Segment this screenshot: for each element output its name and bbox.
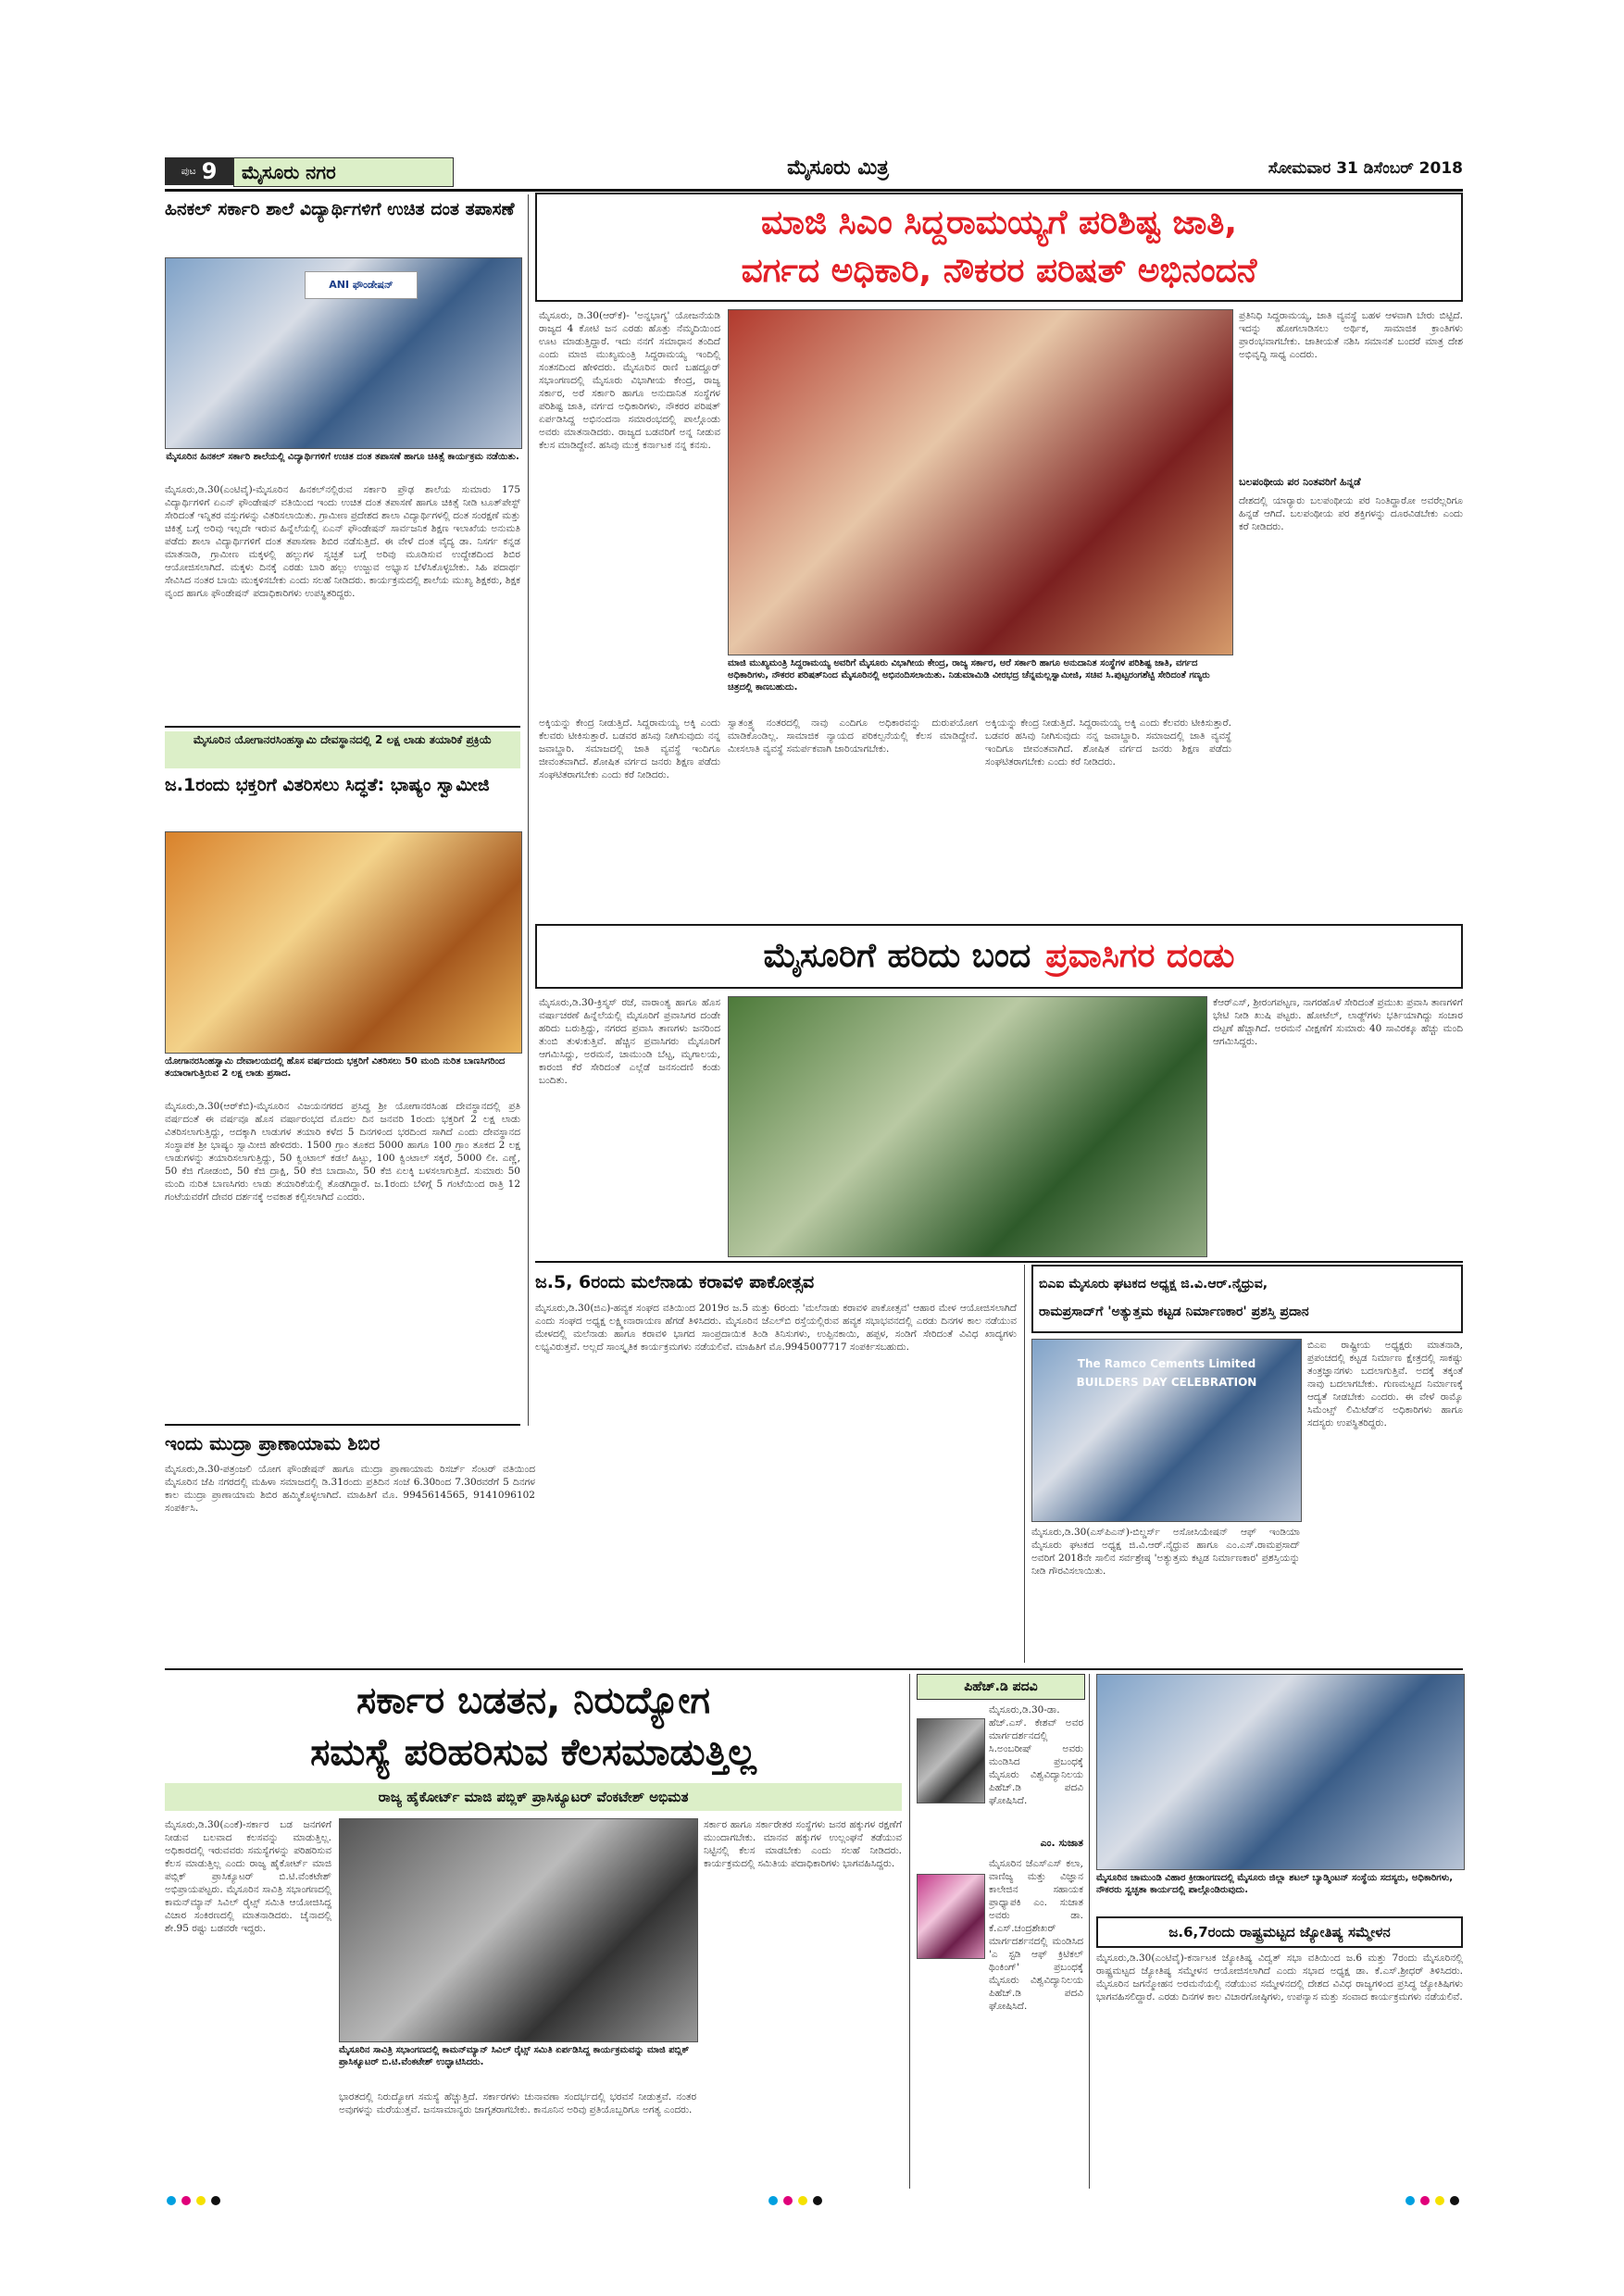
bai-headline-line1: ಬಿಎಐ ಮೈಸೂರು ಘಟಕದ ಅಧ್ಯಕ್ಷ ಜಿ.ವಿ.ಆರ್.ನೈಧ್ರುವ, (1039, 1277, 1268, 1292)
phd-headline-bar (917, 1674, 1085, 1700)
astrology-body: ಮೈಸೂರು,ಡಿ.30(ಎಂಟಿವೈ)-ಕರ್ನಾಟಕ ಜ್ಯೋತಿಷ್ಯ ವಿದ್ವತ್ ಸಭಾ ವತಿಯಿಂದ ಜ.6 ಮತ್ತು 7ರಂದು ಮೈಸೂರಿನಲ್ಲಿ ರಾಷ್ಟ್ರಮಟ್ಟದ ಜ್ಯೋತಿಷ್ಯ ಸಮ್ಮೇಳನ ಆಯೋಜಿಸಲಾಗಿದೆ ಎಂದು ಸಭಾದ ಅಧ್ಯಕ್ಷ ಡಾ. ಕೆ.ಎಸ್.ಶ್ರೀಧರ್ ತಿಳಿಸಿದರು. ಮೈಸೂರಿನ ಜಗನ್ಮೋಹನ ಅರಮನೆಯಲ್ಲಿ ನಡೆಯುವ ಸಮ್ಮೇಳನದಲ್ಲಿ ದೇಶದ ವಿವಿಧ ರಾಜ್ಯಗಳಿಂದ ಪ್ರಸಿದ್ಧ ಜ್ಯೋತಿಷಿಗಳು ಭಾಗವಹಿಸಲಿದ್ದಾರೆ. ಎರಡು ದಿನಗಳ ಕಾಲ ವಿಚಾರಗೋಷ್ಠಿಗಳು, ಉಪನ್ಯಾಸ ಮತ್ತು ಸಂವಾದ ಕಾರ್ಯಕ್ರಮಗಳು ನಡೆಯಲಿವೆ. (1096, 1953, 1463, 2003)
siddaramaiah-col3b: ಅಕ್ಕಿಯನ್ನು ಕೇಂದ್ರ ನೀಡುತ್ತಿದೆ. ಸಿದ್ದರಾಮಯ್ಯ ಅಕ್ಕಿ ಎಂದು ಕೆಲವರು ಟೀಕಿಸುತ್ತಾರೆ. ಬಡವರ ಹಸಿವು ನೀಗಿಸುವುದು ನನ್ನ ಜವಾಬ್ದಾರಿ. ಸಮಾಜದಲ್ಲಿ ಜಾತಿ ವ್ಯವಸ್ಥೆ ಇಂದಿಗೂ ಜೀವಂತವಾಗಿದೆ. ಶೋಷಿತ ವರ್ಗದ ಜನರು ಶಿಕ್ಷಣ ಪಡೆದು ಸಂಘಟಿತರಾಗಬೇಕು ಎಂದು ಕರೆ ನೀಡಿದರು. (985, 718, 1231, 767)
siddaramaiah-col4: ಪ್ರತಿನಿಧಿ ಸಿದ್ದರಾಮಯ್ಯ, ಜಾತಿ ವ್ಯವಸ್ಥೆ ಬಹಳ ಆಳವಾಗಿ ಬೇರು ಬಿಟ್ಟಿದೆ. ಇದನ್ನು ಹೋಗಲಾಡಿಸಲು ಅರ್ಥಿಕ, ಸಾಮಾಜಿಕ ಕ್ರಾಂತಿಗಳು ಪ್ರಾರಂಭವಾಗಬೇಕು. ಜಾತೀಯತೆ ನಶಿಸಿ ಸಮಾನತೆ ಬಂದರೆ ಮಾತ್ರ ದೇಶ ಅಭಿವೃದ್ಧಿ ಸಾಧ್ಯ ಎಂದರು. (1239, 310, 1463, 360)
col-divider-mid (1024, 1265, 1025, 1663)
tourists-headline-part2: ಪ್ರವಾಸಿಗರ ದಂಡು (1045, 937, 1235, 975)
header-rule (165, 189, 1463, 192)
registration-dot-magenta-l (181, 2196, 191, 2205)
col-divider-bottom2 (1089, 1674, 1090, 2189)
siddaramaiah-col1: ಮೈಸೂರು, ಡಿ.30(ಆರ್‌ಕೆ)- 'ಅನ್ನಭಾಗ್ಯ' ಯೋಜನೆಯಡಿ ರಾಜ್ಯದ 4 ಕೋಟಿ ಜನ ಎರಡು ಹೊತ್ತು ನೆಮ್ಮದಿಯಿಂದ ಊಟ ಮಾಡುತ್ತಿದ್ದಾರೆ. ಇದು ನನಗೆ ಸಮಾಧಾನ ತಂದಿದೆ ಎಂದು ಮಾಜಿ ಮುಖ್ಯಮಂತ್ರಿ ಸಿದ್ದರಾಮಯ್ಯ ಇಂದಿಲ್ಲಿ ಸಂತಸದಿಂದ ಹೇಳಿದರು. ಮೈಸೂರಿನ ರಾಣಿ ಬಹದ್ದೂರ್ ಸಭಾಂಗಣದಲ್ಲಿ ಮೈಸೂರು ವಿಭಾಗೀಯ ಕೇಂದ್ರ, ರಾಜ್ಯ ಸರ್ಕಾರ, ಅರೆ ಸರ್ಕಾರಿ ಹಾಗೂ ಅನುದಾನಿತ ಸಂಸ್ಥೆಗಳ ಪರಿಶಿಷ್ಟ ಜಾತಿ, ವರ್ಗದ ಅಧಿಕಾರಿಗಳು, ನೌಕರರ ಪರಿಷತ್ ಏರ್ಪಡಿಸಿದ್ದ ಅಭಿನಂದನಾ ಸಮಾರಂಭದಲ್ಲಿ ಪಾಲ್ಗೊಂಡು ಅವರು ಮಾತನಾಡಿದರು. ರಾಜ್ಯದ ಬಡವರಿಗೆ ಅನ್ನ ನೀಡುವ ಕೆಲಸ ಮಾಡಿದ್ದೇನೆ. ಹಸಿವು ಮುಕ್ತ ಕರ್ನಾಟಕ ನನ್ನ ಕನಸು. (539, 310, 720, 451)
bai-photo-banner: The Ramco Cements Limited BUILDERS DAY CELEBRATION (1076, 1357, 1257, 1389)
siddaramaiah-headline-frame (535, 193, 1463, 302)
laddu-kicker (165, 731, 520, 768)
registration-dot-yellow-m (798, 2196, 807, 2205)
rule-middle (165, 1668, 1463, 1670)
rule-laddu (165, 1424, 520, 1426)
tourists-photo (728, 996, 1207, 1257)
phd-name-2: ಎಂ. ಸುಜಾತ (1040, 1837, 1083, 1849)
page-number: 9 (201, 158, 218, 184)
pranayama-body: ಮೈಸೂರು,ಡಿ.30-ಪತ್ರಂಜಲಿ ಯೋಗ ಫೌಂಡೇಷನ್ ಹಾಗೂ ಮುದ್ರಾ ಪ್ರಾಣಾಯಾಮ ರಿಸರ್ಚ್ ಸೆಂಟರ್ ವತಿಯಿಂದ ಮೈಸೂರಿನ ಜೆಪಿ ನಗರದಲ್ಲಿ ಮಹಿಳಾ ಸಮಾಜದಲ್ಲಿ ಡಿ.31ರಂದು ಪ್ರತಿದಿನ ಸಂಜೆ 6.30ರಿಂದ 7.30ರವರೆಗೆ 5 ದಿನಗಳ ಕಾಲ ಮುದ್ರಾ ಪ್ರಾಣಾಯಾಮ ಶಿಬಿರ ಹಮ್ಮಿಕೊಳ್ಳಲಾಗಿದೆ. ಮಾಹಿತಿಗೆ ಮೊ. 9945614565, 9141096102 ಸಂಪರ್ಕಿಸಿ. (165, 1464, 535, 1514)
col-divider-left (528, 194, 529, 1426)
astrology-headline-frame (1096, 1916, 1463, 1948)
dental-photo-banner: ANI ಫೌಂಡೇಷನ್ (305, 271, 418, 299)
phd-portrait-1 (917, 1718, 985, 1803)
siddaramaiah-col4b: ದೇಶದಲ್ಲಿ ಯಾರ್‍ಯಾರು ಬಲಪಂಥೀಯ ಪರ ನಿಂತಿದ್ದಾರೋ ಅವರೆಲ್ಲರಿಗೂ ಹಿನ್ನಡೆ ಆಗಿದೆ. ಬಲಪಂಥೀಯ ಪರ ಶಕ್ತಿಗಳನ್ನು ದೂರವಿಡಬೇಕು ಎಂದು ಕರೆ ನೀಡಿದರು. (1239, 495, 1463, 532)
govt-photo (339, 1818, 698, 2042)
registration-dot-magenta-r (1420, 2196, 1430, 2205)
govt-col3: ಸರ್ಕಾರ ಹಾಗೂ ಸರ್ಕಾರೇತರ ಸಂಸ್ಥೆಗಳು ಜನರ ಹಕ್ಕುಗಳ ರಕ್ಷಣೆಗೆ ಮುಂದಾಗಬೇಕು. ಮಾನವ ಹಕ್ಕುಗಳ ಉಲ್ಲಂಘನೆ ತಡೆಯುವ ನಿಟ್ಟಿನಲ್ಲಿ ಕೆಲಸ ಮಾಡಬೇಕು ಎಂದು ಸಲಹೆ ನೀಡಿದರು. ಕಾರ್ಯಕ್ರಮದಲ್ಲಿ ಸಮಿತಿಯ ಪದಾಧಿಕಾರಿಗಳು ಭಾಗವಹಿಸಿದ್ದರು. (704, 1819, 902, 1869)
laddu-headline: ಜ.1ರಂದು ಭಕ್ತರಿಗೆ ವಿತರಿಸಲು ಸಿದ್ಧತೆ: ಭಾಷ್ಯಂ ಸ್ವಾಮೀಜಿ (165, 775, 490, 795)
rule-dental (165, 726, 520, 728)
dental-headline: ಹಿನಕಲ್ ಸರ್ಕಾರಿ ಶಾಲೆ ವಿದ್ಯಾರ್ಥಿಗಳಿಗೆ ಉಚಿತ ದಂತ ತಪಾಸಣೆ (165, 199, 515, 219)
laddu-caption: ಯೋಗಾನರಸಿಂಹಸ್ವಾಮಿ ದೇವಾಲಯದಲ್ಲಿ ಹೊಸ ವರ್ಷದಂದು ಭಕ್ತರಿಗೆ ವಿತರಿಸಲು 50 ಮಂದಿ ನುರಿತ ಬಾಣಸಿಗರಿಂದ ತಯಾರಾಗುತ್ತಿರುವ 2 ಲಕ್ಷ ಲಾಡು ಪ್ರಸಾದ. (165, 1056, 506, 1079)
govt-subhead: ರಾಜ್ಯ ಹೈಕೋರ್ಟ್ ಮಾಜಿ ಪಬ್ಲಿಕ್ ಪ್ರಾಸಿಕ್ಯೂಟರ್ ವೆಂಕಟೇಶ್ ಅಭಿಮತ (378, 1789, 689, 1805)
registration-dot-magenta-m (783, 2196, 793, 2205)
registration-dot-black-m (813, 2196, 822, 2205)
tourists-headline-part1: ಮೈಸೂರಿಗೆ ಹರಿದು ಬಂದ (763, 937, 1031, 975)
phd-body-2: ಮೈಸೂರಿನ ಜೆಎಸ್‌ಎಸ್ ಕಲಾ, ವಾಣಿಜ್ಯ ಮತ್ತು ವಿಜ್ಞಾನ ಕಾಲೇಜಿನ ಸಹಾಯಕ ಪ್ರಾಧ್ಯಾಪಕಿ ಎಂ. ಸುಜಾತ ಅವರು ಡಾ. ಕೆ.ಎಸ್.ಚಂದ್ರಶೇಖರ್ ಮಾರ್ಗದರ್ಶನದಲ್ಲಿ ಮಂಡಿಸಿದ 'ಎ ಸ್ಟಡಿ ಆಫ್ ಕ್ರಿಟಿಕಲ್ ಥಿಂಕಿಂಗ್' ಪ್ರಬಂಧಕ್ಕೆ ಮೈಸೂರು ವಿಶ್ವವಿದ್ಯಾನಿಲಯ ಪಿಹೆಚ್.ಡಿ ಪದವಿ ಘೋಷಿಸಿದೆ. (989, 1858, 1083, 2012)
govt-caption: ಮೈಸೂರಿನ ಸಾವಿತ್ರಿ ಸಭಾಂಗಣದಲ್ಲಿ ಕಾಮನ್‌ಮ್ಯಾನ್ ಸಿವಿಲ್ ರೈಟ್ಸ್ ಸಮಿತಿ ಏರ್ಪಡಿಸಿದ್ದ ಕಾರ್ಯಕ್ರಮವನ್ನು ಮಾಜಿ ಪಬ್ಲಿಕ್ ಪ್ರಾಸಿಕ್ಯೂಟರ್ ಬಿ.ಟಿ.ವೆಂಕಟೇಶ್ ಉದ್ಘಾಟಿಸಿದರು. (339, 2045, 690, 2067)
registration-dot-cyan-m (768, 2196, 778, 2205)
pranayama-headline: ಇಂದು ಮುದ್ರಾ ಪ್ರಾಣಾಯಾಮ ಶಿಬಿರ (165, 1432, 381, 1454)
tourists-body: ಮೈಸೂರು,ಡಿ.30-ಕ್ರಿಸ್ಮಸ್ ರಜೆ, ವಾರಾಂತ್ಯ ಹಾಗೂ ಹೊಸ ವರ್ಷಾಚರಣೆ ಹಿನ್ನೆಲೆಯಲ್ಲಿ ಮೈಸೂರಿಗೆ ಪ್ರವಾಸಿಗರ ದಂಡೇ ಹರಿದು ಬರುತ್ತಿದ್ದು, ನಗರದ ಪ್ರವಾಸಿ ತಾಣಗಳು ಜನರಿಂದ ತುಂಬಿ ತುಳುಕುತ್ತಿವೆ. ಹೆಚ್ಚಿನ ಪ್ರವಾಸಿಗರು ಮೈಸೂರಿಗೆ ಆಗಮಿಸಿದ್ದು, ಅರಮನೆ, ಚಾಮುಂಡಿ ಬೆಟ್ಟ, ಮೃಗಾಲಯ, ಕಾರಂಜಿ ಕೆರೆ ಸೇರಿದಂತೆ ಎಲ್ಲೆಡೆ ಜನಸಂದಣಿ ಕಂಡು ಬಂದಿತು. (539, 997, 720, 1086)
registration-dot-black-l (211, 2196, 220, 2205)
dental-body: ಮೈಸೂರು,ಡಿ.30(ಎಂಟಿವೈ)-ಮೈಸೂರಿನ ಹಿನಕಲ್‌ನಲ್ಲಿರುವ ಸರ್ಕಾರಿ ಪ್ರೌಢ ಶಾಲೆಯ ಸುಮಾರು 175 ವಿದ್ಯಾರ್ಥಿಗಳಿಗೆ ಏಎನ್ ಫೌಂಡೇಷನ್ ವತಿಯಿಂದ ಇಂದು ಉಚಿತ ದಂತ ತಪಾಸಣೆ ಹಾಗೂ ಚಿಕಿತ್ಸೆ ನೀಡಿ ಟೂತ್‌ಪೇಸ್ಟ್ ಸೇರಿದಂತೆ ಇನ್ನಿತರ ವಸ್ತುಗಳನ್ನು ವಿತರಿಸಲಾಯಿತು. ಗ್ರಾಮೀಣ ಪ್ರದೇಶದ ಶಾಲಾ ವಿದ್ಯಾರ್ಥಿಗಳಲ್ಲಿ ದಂತ ಸಂರಕ್ಷಣೆ ಮತ್ತು ಚಿಕಿತ್ಸೆ ಬಗ್ಗೆ ಅರಿವು ಇಲ್ಲದೇ ಇರುವ ಹಿನ್ನೆಲೆಯಲ್ಲಿ ಏಎನ್ ಫೌಂಡೇಷನ್ ಸಾರ್ವಜನಿಕ ಶಿಕ್ಷಣ ಇಲಾಖೆಯ ಅನುಮತಿ ಪಡೆದು ಶಾಲಾ ವಿದ್ಯಾರ್ಥಿಗಳಿಗೆ ದಂತ ತಪಾಸಣಾ ಶಿಬಿರ ನಡೆಸುತ್ತಿದೆ. ಈ ವೇಳೆ ದಂತ ವೈದ್ಯ ಡಾ. ನಿಸರ್ಗ ಕನ್ನಡ ಮಾತನಾಡಿ, ಗ್ರಾಮೀಣ ಮಕ್ಕಳಲ್ಲಿ ಹಲ್ಲುಗಳ ಸ್ವಚ್ಛತೆ ಬಗ್ಗೆ ಅರಿವು ಮೂಡಿಸುವ ಉದ್ದೇಶದಿಂದ ಶಿಬಿರ ಆಯೋಜಿಸಲಾಗಿದೆ. ಮಕ್ಕಳು ದಿನಕ್ಕೆ ಎರಡು ಬಾರಿ ಹಲ್ಲು ಉಜ್ಜುವ ಅಭ್ಯಾಸ ಬೆಳೆಸಿಕೊಳ್ಳಬೇಕು. ಸಿಹಿ ಪದಾರ್ಥ ಸೇವಿಸಿದ ನಂತರ ಬಾಯಿ ಮುಕ್ಕಳಿಸಬೇಕು ಎಂದು ಸಲಹೆ ನೀಡಿದರು. ಕಾರ್ಯಕ್ರಮದಲ್ಲಿ ಶಾಲೆಯ ಮುಖ್ಯ ಶಿಕ್ಷಕರು, ಶಿಕ್ಷಕ ವೃಂದ ಹಾಗೂ ಫೌಂಡೇಷನ್ ಪದಾಧಿಕಾರಿಗಳು ಉಪಸ್ಥಿತರಿದ್ದರು. (165, 484, 520, 599)
bai-body2: ಬಿಎಐ ರಾಷ್ಟ್ರೀಯ ಅಧ್ಯಕ್ಷರು ಮಾತನಾಡಿ, ಪ್ರಪಂಚದಲ್ಲಿ ಕಟ್ಟಡ ನಿರ್ಮಾಣ ಕ್ಷೇತ್ರದಲ್ಲಿ ಸಾಕಷ್ಟು ತಂತ್ರಜ್ಞಾನಗಳು ಬದಲಾಗುತ್ತಿವೆ. ಅದಕ್ಕೆ ತಕ್ಕಂತೆ ನಾವು ಬದಲಾಗಬೇಕು. ಗುಣಮಟ್ಟದ ನಿರ್ಮಾಣಕ್ಕೆ ಆದ್ಯತೆ ನೀಡಬೇಕು ಎಂದರು. ಈ ವೇಳೆ ರಾಮ್ಕೊ ಸಿಮೆಂಟ್ಸ್ ಲಿಮಿಟೆಡ್‌ನ ಅಧಿಕಾರಿಗಳು ಹಾಗೂ ಸದಸ್ಯರು ಉಪಸ್ಥಿತರಿದ್ದರು. (1307, 1340, 1463, 1429)
registration-dot-cyan-l (167, 2196, 176, 2205)
govt-subhead-bar (165, 1783, 902, 1811)
page-number-badge (165, 157, 233, 185)
section-title: ಮೈಸೂರು ನಗರ (242, 161, 336, 183)
dental-caption: ಮೈಸೂರಿನ ಹಿನಕಲ್ ಸರ್ಕಾರಿ ಶಾಲೆಯಲ್ಲಿ ವಿದ್ಯಾರ್ಥಿಗಳಿಗೆ ಉಚಿತ ದಂತ ತಪಾಸಣೆ ಹಾಗೂ ಚಿಕಿತ್ಸೆ ಕಾರ್ಯಕ್ರಮ ನಡೆಯಿತು. (166, 452, 519, 462)
phd-portrait-2 (917, 1874, 985, 1959)
section-label (233, 157, 454, 187)
tourists-body2: ಕೆಆರ್‌ಎಸ್, ಶ್ರೀರಂಗಪಟ್ಟಣ, ನಾಗರಹೊಳೆ ಸೇರಿದಂತೆ ಪ್ರಮುಖ ಪ್ರವಾಸಿ ತಾಣಗಳಿಗೆ ಭೇಟಿ ನೀಡಿ ಖುಷಿ ಪಟ್ಟರು. ಹೋಟೆಲ್, ಲಾಡ್ಜ್‌ಗಳು ಭರ್ತಿಯಾಗಿದ್ದು ಸಂಚಾರ ದಟ್ಟಣೆ ಹೆಚ್ಚಾಗಿದೆ. ಅರಮನೆ ವೀಕ್ಷಣೆಗೆ ಸುಮಾರು 40 ಸಾವಿರಕ್ಕೂ ಹೆಚ್ಚು ಮಂದಿ ಆಗಮಿಸಿದ್ದರು. (1213, 997, 1463, 1047)
page-label: ಪುಟ (181, 165, 196, 177)
rule-tourists (535, 1261, 1463, 1263)
govt-headline-line2: ಸಮಸ್ಯೆ ಪರಿಹರಿಸುವ ಕೆಲಸಮಾಡುತ್ತಿಲ್ಲ (310, 1731, 756, 1774)
laddu-photo (165, 831, 522, 1054)
govt-col1: ಮೈಸೂರು,ಡಿ.30(ಎಂಕೆ)-ಸರ್ಕಾರ ಬಡ ಜನಗಳಿಗೆ ನೀಡುವ ಬಲವಾದ ಕಲಸವನ್ನು ಮಾಡುತ್ತಿಲ್ಲ. ಅಧಿಕಾರದಲ್ಲಿ ಇರುವವರು ಸಮಸ್ಯೆಗಳನ್ನು ಪರಿಹರಿಸುವ ಕೆಲಸ ಮಾಡುತ್ತಿಲ್ಲ ಎಂದು ರಾಜ್ಯ ಹೈಕೋರ್ಟ್ ಮಾಜಿ ಪಬ್ಲಿಕ್ ಪ್ರಾಸಿಕ್ಯೂಟರ್ ಬಿ.ಟಿ.ವೆಂಕಟೇಶ್ ಅಭಿಪ್ರಾಯಪಟ್ಟರು. ಮೈಸೂರಿನ ಸಾವಿತ್ರಿ ಸಭಾಂಗಣದಲ್ಲಿ ಕಾಮನ್‌ಮ್ಯಾನ್ ಸಿವಿಲ್ ರೈಟ್ಸ್ ಸಮಿತಿ ಆಯೋಜಿಸಿದ್ದ ವಿಚಾರ ಸಂಕಿರಣದಲ್ಲಿ ಮಾತನಾಡಿದರು. ಚೈನಾದಲ್ಲಿ ಶೇ.95 ರಷ್ಟು ಬಡವರೇ ಇದ್ದರು. (165, 1819, 331, 1934)
siddaramaiah-col4-subhead: ಬಲಪಂಥೀಯ ಪರ ನಿಂತವರಿಗೆ ಹಿನ್ನಡೆ (1239, 476, 1361, 488)
govt-headline-line1: ಸರ್ಕಾರ ಬಡತನ, ನಿರುದ್ಯೋಗ (356, 1679, 711, 1722)
karavali-headline: ಜ.5, 6ರಂದು ಮಲೆನಾಡು ಕರಾವಳಿ ಪಾಕೋತ್ಸವ (535, 1272, 815, 1292)
astrology-photo (1096, 1674, 1465, 1870)
registration-dot-cyan-r (1405, 2196, 1415, 2205)
dental-photo (165, 257, 522, 449)
phd-headline: ಪಿಹೆಚ್.ಡಿ ಪದವಿ (964, 1679, 1038, 1694)
col-divider-bottom1 (909, 1674, 910, 2189)
bai-body: ಮೈಸೂರು,ಡಿ.30(ಎಸ್‌ಪಿಎನ್)-ಬಿಲ್ಡರ್ಸ್ ಅಸೋಸಿಯೇಷನ್ ಆಫ್ ಇಂಡಿಯಾ ಮೈಸೂರು ಘಟಕದ ಅಧ್ಯಕ್ಷ ಜಿ.ವಿ.ಆರ್.ನೈಧ್ರುವ ಹಾಗೂ ಎಂ.ಎಸ್.ರಾಮಪ್ರಸಾದ್ ಅವರಿಗೆ 2018ನೇ ಸಾಲಿನ ಸರ್ವಶ್ರೇಷ್ಠ 'ಅತ್ಯುತ್ತಮ ಕಟ್ಟಡ ನಿರ್ಮಾಣಕಾರ' ಪ್ರಶಸ್ತಿಯನ್ನು ನೀಡಿ ಗೌರವಿಸಲಾಯಿತು. (1031, 1527, 1300, 1577)
registration-dot-yellow-r (1435, 2196, 1444, 2205)
astrology-caption: ಮೈಸೂರಿನ ಚಾಮುಂಡಿ ವಿಹಾರ ಕ್ರೀಡಾಂಗಣದಲ್ಲಿ ಮೈಸೂರು ಜಿಲ್ಲಾ ಶಟಲ್ ಬ್ಯಾಡ್ಮಿಂಟನ್ ಸಂಸ್ಥೆಯ ಸದಸ್ಯರು, ಅಧಿಕಾರಿಗಳು, ನೌಕರರು ಸ್ವಚ್ಛತಾ ಕಾರ್ಯದಲ್ಲಿ ಪಾಲ್ಗೊಂಡಿರುವುದು. (1096, 1873, 1454, 1895)
siddaramaiah-col3: ಸ್ವಾತಂತ್ರ್ಯ ನಂತರದಲ್ಲಿ ನಾವು ಎಂದಿಗೂ ಅಧಿಕಾರವನ್ನು ದುರುಪಯೋಗ ಮಾಡಿಕೊಂಡಿಲ್ಲ. ಸಾಮಾಜಿಕ ನ್ಯಾಯದ ಪರಿಕಲ್ಪನೆಯಲ್ಲಿ ಕೆಲಸ ಮಾಡಿದ್ದೇನೆ. ಮೀಸಲಾತಿ ವ್ಯವಸ್ಥೆ ಸಮರ್ಪಕವಾಗಿ ಜಾರಿಯಾಗಬೇಕು. (728, 718, 978, 755)
govt-col2: ಭಾರತದಲ್ಲಿ ನಿರುದ್ಯೋಗ ಸಮಸ್ಯೆ ಹೆಚ್ಚುತ್ತಿದೆ. ಸರ್ಕಾರಗಳು ಚುನಾವಣಾ ಸಂದರ್ಭದಲ್ಲಿ ಭರವಸೆ ನೀಡುತ್ತವೆ. ನಂತರ ಅವುಗಳನ್ನು ಮರೆಯುತ್ತವೆ. ಜನಸಾಮಾನ್ಯರು ಜಾಗೃತರಾಗಬೇಕು. ಕಾನೂನಿನ ಅರಿವು ಪ್ರತಿಯೊಬ್ಬರಿಗೂ ಅಗತ್ಯ ಎಂದರು. (339, 2091, 696, 2115)
karavali-body: ಮೈಸೂರು,ಡಿ.30(ಜಿಎ)-ಹವ್ಯಕ ಸಂಘದ ವತಿಯಿಂದ 2019ರ ಜ.5 ಮತ್ತು 6ರಂದು 'ಮಲೆನಾಡು ಕರಾವಳಿ ಪಾಕೋತ್ಸವ' ಆಹಾರ ಮೇಳ ಆಯೋಜಿಸಲಾಗಿದೆ ಎಂದು ಸಂಘದ ಅಧ್ಯಕ್ಷ ಲಕ್ಷ್ಮೀನಾರಾಯಣ ಹೆಗಡೆ ತಿಳಿಸಿದರು. ಮೈಸೂರಿನ ಜೆಎಲ್‌ಬಿ ರಸ್ತೆಯಲ್ಲಿರುವ ಹವ್ಯಕ ಸಭಾಭವನದಲ್ಲಿ ಎರಡು ದಿನಗಳ ಕಾಲ ನಡೆಯುವ ಮೇಳದಲ್ಲಿ ಮಲೆನಾಡು ಹಾಗೂ ಕರಾವಳಿ ಭಾಗದ ಸಾಂಪ್ರದಾಯಿಕ ತಿಂಡಿ ತಿನಿಸುಗಳು, ಉಪ್ಪಿನಕಾಯಿ, ಹಪ್ಪಳ, ಸಂಡಿಗೆ ಸೇರಿದಂತೆ ವಿವಿಧ ಖಾದ್ಯಗಳು ಲಭ್ಯವಿರುತ್ತವೆ. ಅಲ್ಲದೆ ಸಾಂಸ್ಕೃತಿಕ ಕಾರ್ಯಕ್ರಮಗಳು ನಡೆಯಲಿವೆ. ಮಾಹಿತಿಗೆ ಮೊ.9945007717 ಸಂಪರ್ಕಿಸಬಹುದು. (535, 1303, 1017, 1353)
siddaramaiah-caption: ಮಾಜಿ ಮುಖ್ಯಮಂತ್ರಿ ಸಿದ್ದರಾಮಯ್ಯ ಅವರಿಗೆ ಮೈಸೂರು ವಿಭಾಗೀಯ ಕೇಂದ್ರ, ರಾಜ್ಯ ಸರ್ಕಾರ, ಅರೆ ಸರ್ಕಾರಿ ಹಾಗೂ ಅನುದಾನಿತ ಸಂಸ್ಥೆಗಳ ಪರಿಶಿಷ್ಟ ಜಾತಿ, ವರ್ಗದ ಅಧಿಕಾರಿಗಳು, ನೌಕರರ ಪರಿಷತ್‌ನಿಂದ ಮೈಸೂರಿನಲ್ಲಿ ಅಭಿನಂದಿಸಲಾಯಿತು. ನಿಡುಮಾಮಿಡಿ ವೀರಭದ್ರ ಚೆನ್ನಮಲ್ಲಸ್ವಾಮೀಜಿ, ಸಚಿವ ಸಿ.ಪುಟ್ಟರಂಗಶೆಟ್ಟಿ ಸೇರಿದಂತೆ ಗಣ್ಯರು ಚಿತ್ರದಲ್ಲಿ ಕಾಣಬಹುದು. (728, 658, 1210, 693)
registration-dot-black-r (1450, 2196, 1459, 2205)
bai-headline-frame (1031, 1265, 1463, 1333)
bai-headline-line2: ರಾಮಪ್ರಸಾದ್‌ಗೆ 'ಅತ್ಯುತ್ತಮ ಕಟ್ಟಡ ನಿರ್ಮಾಣಕಾರ' ಪ್ರಶಸ್ತಿ ಪ್ರದಾನ (1039, 1304, 1309, 1319)
siddaramaiah-headline-line2: ವರ್ಗದ ಅಧಿಕಾರಿ, ನೌಕರರ ಪರಿಷತ್ ಅಭಿನಂದನೆ (741, 252, 1257, 290)
bai-photo (1031, 1339, 1302, 1522)
tourists-headline-frame (535, 924, 1463, 989)
siddaramaiah-headline-line1: ಮಾಜಿ ಸಿಎಂ ಸಿದ್ದರಾಮಯ್ಯಗೆ ಪರಿಶಿಷ್ಟ ಜಾತಿ, (760, 204, 1238, 242)
siddaramaiah-photo (728, 309, 1233, 655)
masthead: ಮೈಸೂರು ಮಿತ್ರ (787, 156, 889, 180)
laddu-body: ಮೈಸೂರು,ಡಿ.30(ಆರ್‌ಕೆಬಿ)-ಮೈಸೂರಿನ ವಿಜಯನಗರದ ಪ್ರಸಿದ್ಧ ಶ್ರೀ ಯೋಗಾನರಸಿಂಹ ದೇವಸ್ಥಾನದಲ್ಲಿ ಪ್ರತಿ ವರ್ಷದಂತೆ ಈ ವರ್ಷವೂ ಹೊಸ ವರ್ಷಾರಂಭದ ಮೊದಲ ದಿನ ಜನವರಿ 1ರಂದು ಭಕ್ತರಿಗೆ 2 ಲಕ್ಷ ಲಾಡು ವಿತರಿಸಲಾಗುತ್ತಿದ್ದು, ಅದಕ್ಕಾಗಿ ಲಾಡುಗಳ ತಯಾರಿ ಕಳೆದ 5 ದಿನಗಳಿಂದ ಭರದಿಂದ ಸಾಗಿದೆ ಎಂದು ದೇವಸ್ಥಾನದ ಸಂಸ್ಥಾಪಕ ಶ್ರೀ ಭಾಷ್ಯಂ ಸ್ವಾಮೀಜಿ ಹೇಳಿದರು. 1500 ಗ್ರಾಂ ತೂಕದ 5000 ಹಾಗೂ 100 ಗ್ರಾಂ ತೂಕದ 2 ಲಕ್ಷ ಲಾಡುಗಳನ್ನು ತಯಾರಿಸಲಾಗುತ್ತಿದ್ದು, 50 ಕ್ವಿಂಟಾಲ್ ಕಡಲೆ ಹಿಟ್ಟು, 100 ಕ್ವಿಂಟಾಲ್ ಸಕ್ಕರೆ, 5000 ಲೀ. ಎಣ್ಣೆ, 50 ಕೆಜಿ ಗೋಡಂಬಿ, 50 ಕೆಜಿ ದ್ರಾಕ್ಷಿ, 50 ಕೆಜಿ ಬಾದಾಮಿ, 50 ಕೆಜಿ ಏಲಕ್ಕಿ ಬಳಸಲಾಗುತ್ತಿದೆ. ಸುಮಾರು 50 ಮಂದಿ ನುರಿತ ಬಾಣಸಿಗರು ಲಾಡು ತಯಾರಿಕೆಯಲ್ಲಿ ತೊಡಗಿದ್ದಾರೆ. ಜ.1ರಂದು ಬೆಳಿಗ್ಗೆ 5 ಗಂಟೆಯಿಂದ ರಾತ್ರಿ 12 ಗಂಟೆಯವರೆಗೆ ದೇವರ ದರ್ಶನಕ್ಕೆ ಅವಕಾಶ ಕಲ್ಪಿಸಲಾಗಿದೆ ಎಂದರು. (165, 1101, 520, 1203)
astrology-headline: ಜ.6,7ರಂದು ರಾಷ್ಟ್ರಮಟ್ಟದ ಜ್ಯೋತಿಷ್ಯ ಸಮ್ಮೇಳನ (1168, 1924, 1391, 1940)
registration-dot-yellow-l (196, 2196, 206, 2205)
siddaramaiah-col2: ಅಕ್ಕಿಯನ್ನು ಕೇಂದ್ರ ನೀಡುತ್ತಿದೆ. ಸಿದ್ದರಾಮಯ್ಯ ಅಕ್ಕಿ ಎಂದು ಕೆಲವರು ಟೀಕಿಸುತ್ತಾರೆ. ಬಡವರ ಹಸಿವು ನೀಗಿಸುವುದು ನನ್ನ ಜವಾಬ್ದಾರಿ. ಸಮಾಜದಲ್ಲಿ ಜಾತಿ ವ್ಯವಸ್ಥೆ ಇಂದಿಗೂ ಜೀವಂತವಾಗಿದೆ. ಶೋಷಿತ ವರ್ಗದ ಜನರು ಶಿಕ್ಷಣ ಪಡೆದು ಸಂಘಟಿತರಾಗಬೇಕು ಎಂದು ಕರೆ ನೀಡಿದರು. (539, 718, 720, 780)
phd-body-1: ಮೈಸೂರು,ಡಿ.30-ಡಾ. ಹೆಚ್.ಎಸ್. ಕೇಶವ್ ಅವರ ಮಾರ್ಗದರ್ಶನದಲ್ಲಿ ಸಿ.ಅಂಬರೀಷ್ ಅವರು ಮಂಡಿಸಿದ ಪ್ರಬಂಧಕ್ಕೆ ಮೈಸೂರು ವಿಶ್ವವಿದ್ಯಾನಿಲಯ ಪಿಹೆಚ್.ಡಿ ಪದವಿ ಘೋಷಿಸಿದೆ. (989, 1704, 1083, 1806)
laddu-kicker-text: ಮೈಸೂರಿನ ಯೋಗಾನರಸಿಂಹಸ್ವಾಮಿ ದೇವಸ್ಥಾನದಲ್ಲಿ 2 ಲಕ್ಷ ಲಾಡು ತಯಾರಿಕೆ ಪ್ರಕ್ರಿಯೆ (193, 733, 493, 746)
issue-date: ಸೋಮವಾರ 31 ಡಿಸೆಂಬರ್ 2018 (1268, 159, 1463, 178)
